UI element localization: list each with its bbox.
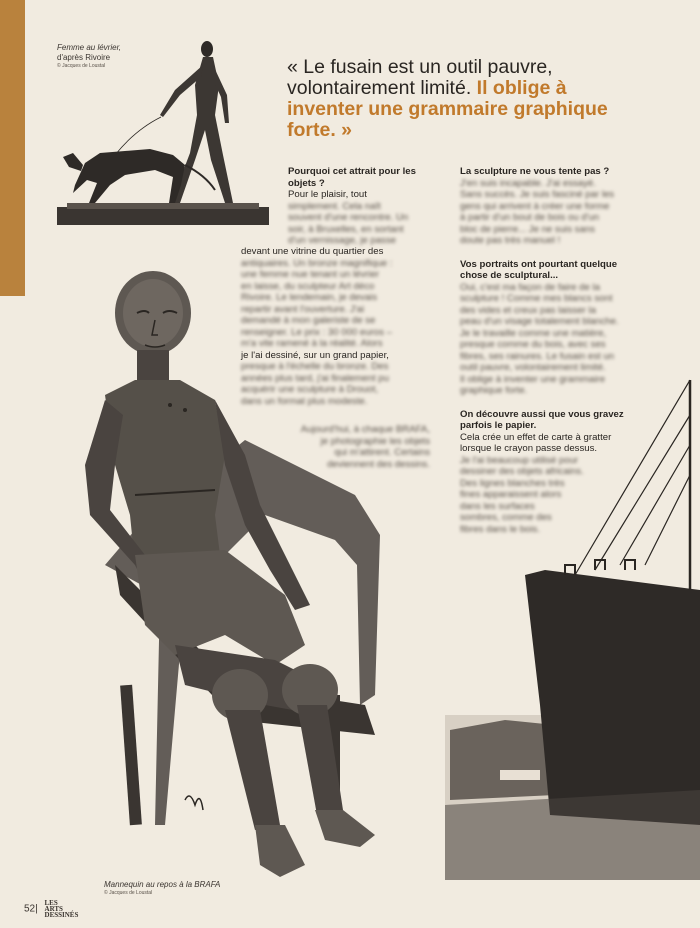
question-sculpture: La sculpture ne vous tente pas ? — [460, 166, 610, 177]
col2-a2-line-5: presque comme du bois, avec ses — [460, 339, 606, 350]
col1-line-11: demandé à mon galeriste de se — [241, 315, 376, 326]
pull-quote-plain: « Le fusain est un outil pauvre, volontairement limité. — [287, 56, 553, 99]
col2-a2-line-0: Oui, c'est ma façon de faire de la — [460, 281, 600, 293]
statue-drawing — [55, 35, 275, 230]
page-footer — [24, 900, 78, 918]
caption-top-title: Femme au lévrier, — [57, 43, 122, 52]
col2-a3-line-4: Des lignes blanches très — [460, 477, 565, 489]
col1-line-6: antiquaires. Un bronze magnifique : — [241, 257, 393, 269]
col2-a3-line-7: sombres, comme des — [460, 512, 552, 523]
col2-a2-line-7: outil pauvre, volontairement limité. — [460, 362, 606, 373]
pull-quote — [287, 57, 617, 141]
col2-a3-line-0: Cela crée un effet de carte à gratter — [460, 431, 612, 443]
col1-right-line-1: je photographie les objets — [320, 435, 430, 447]
col2-a2-line-3: peau d'un visage totalement blanche. — [460, 316, 619, 327]
col1-line-10: repartir avant l'ouverture. J'ai — [241, 303, 365, 315]
col2-a3-line-8: fibres dans le bois. — [460, 523, 540, 535]
pull-quote-highlight: Il oblige à inventer une grammaire graphique forte. » — [287, 77, 608, 141]
col1-line-1: simplement. Cela naît — [288, 200, 381, 212]
col2-a3-line-2: Je l'ai beaucoup utilisé pour — [460, 454, 579, 466]
col1-right-line-0: Aujourd'hui, à chaque BRAFA, — [300, 424, 430, 435]
col2-a2-line-4: Je le travaille comme une matière, — [460, 327, 607, 339]
col2-a3-line-6: dans les surfaces — [460, 500, 535, 512]
col2-a3-line-3: dessiner des objets africains. — [460, 466, 584, 477]
question-engraving: On découvre aussi que vous gravez parfois le papier. — [460, 408, 624, 431]
col1-line-8: en laisse, du sculpteur Art déco — [241, 280, 375, 292]
col1-right-line-2: qui m'attirent. Certains — [334, 447, 430, 458]
col2-a3-line-1: lorsque le crayon passe dessus. — [460, 443, 598, 454]
col2-a2-line-2: des vides et creux pas laisser la — [460, 304, 596, 316]
col2-a1-line-4: bloc de pierre... Je ne suis sans — [460, 223, 595, 235]
col1-line-5: devant une vitrine du quartier des — [241, 246, 384, 257]
mannequin-drawing — [75, 265, 395, 905]
caption-top-subtitle: d'après Rivoire — [57, 53, 111, 62]
col2-a1-line-2: gens qui arrivent à créer une forme — [460, 200, 610, 212]
page-number: 52| — [24, 903, 38, 915]
ship-drawing — [445, 375, 700, 880]
caption-bottom-title: Mannequin au repos à la BRAFA — [104, 880, 221, 889]
col1-line-7: une femme nue tenant un lévrier — [241, 269, 380, 280]
sidebar-accent-bar — [0, 0, 25, 296]
caption-bottom-credit: © Jacques de Loustal — [104, 890, 153, 896]
col1-line-18: dans un format plus modeste. — [241, 395, 368, 407]
question-objects: Pourquoi cet attrait pour les objets ? — [288, 166, 416, 189]
col1-line-17: acquérir une sculpture à Drouot, — [241, 384, 379, 395]
col1-line-15: presque à l'échelle du bronze. Des — [241, 361, 389, 372]
col2-a1-line-3: à partir d'un bout de bois ou d'un — [460, 212, 600, 223]
col2-a3-line-5: fines apparaissent alors — [460, 489, 562, 500]
col2-a2-line-8: Il oblige à inventer une grammaire — [460, 373, 606, 385]
col2-a1-line-5: doute pas très manuel ! — [460, 235, 561, 246]
col1-line-4: d'un vernissage, je passe — [288, 235, 396, 246]
col1-line-9: Rivoire. Le lendemain, je devais — [241, 292, 377, 303]
col1-line-0: Pour le plaisir, tout — [288, 189, 367, 200]
question-portraits: Vos portraits ont pourtant quelque chose de sculptural... — [460, 258, 618, 281]
col2-a2-line-6: fibres, ses rainures. Le fusain est un — [460, 350, 615, 362]
col2-a1-line-1: Sans succès. Je suis fasciné par les — [460, 189, 615, 200]
col1-line-13: m'a vite ramené à la réalité. Alors — [241, 338, 383, 349]
magazine-logo: LES ARTS DESSINÉS — [44, 899, 79, 919]
col1-line-3: soir, à Bruxelles, en sortant — [288, 223, 404, 235]
article-column-1 — [288, 166, 446, 247]
col2-a1-line-0: J'en suis incapable. J'ai essayé. — [460, 177, 596, 189]
col1-line-2: souvent d'une rencontre. Un — [288, 212, 409, 223]
col2-a2-line-9: graphique forte. — [460, 385, 528, 396]
col1-line-16: années plus tard, j'ai finalement pu — [241, 372, 389, 384]
caption-bottom — [104, 880, 220, 897]
caption-top-credit: © Jacques de Loustal — [57, 63, 106, 69]
col1-line-14: je l'ai dessiné, sur un grand papier, — [241, 349, 389, 361]
col1-line-12: renseigner. Le prix : 30 000 euros – — [241, 326, 392, 338]
col1-right-line-3: deviennent des dessins. — [327, 458, 430, 470]
col2-a2-line-1: sculpture ! Comme mes blancs sont — [460, 293, 613, 304]
